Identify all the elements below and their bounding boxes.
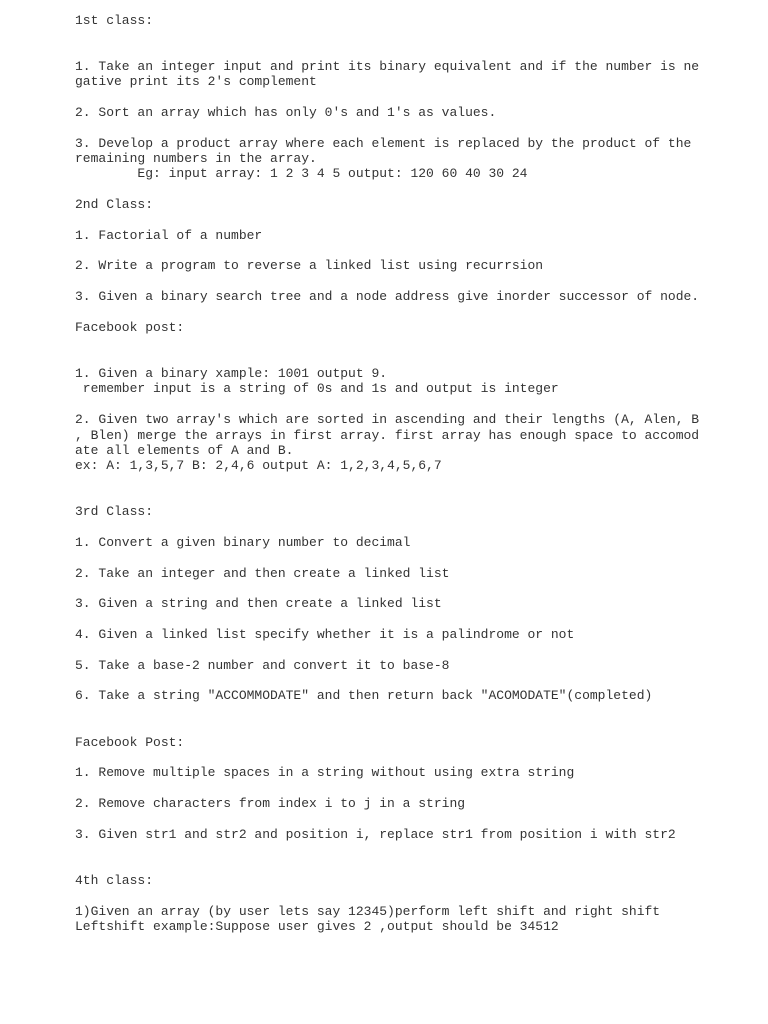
text-line: 1. Remove multiple spaces in a string without using extra string bbox=[75, 765, 575, 780]
text-line: 2. Take an integer and then create a linked list bbox=[75, 566, 450, 581]
text-line: 1. Convert a given binary number to decimal bbox=[75, 535, 411, 550]
heading-2nd-class: 2nd Class: bbox=[75, 197, 154, 212]
text-line: Leftshift example:Suppose user gives 2 ,output should be 34512 bbox=[75, 919, 559, 934]
text-line: , Blen) merge the arrays in first array. first array has enough space to accomod bbox=[75, 428, 700, 443]
text-line: remaining numbers in the array. bbox=[75, 151, 317, 166]
text-line: ate all elements of A and B. bbox=[75, 443, 294, 458]
text-line: 3. Develop a product array where each element is replaced by the product of the bbox=[75, 136, 692, 151]
heading-3rd-class: 3rd Class: bbox=[75, 504, 154, 519]
heading-4th-class: 4th class: bbox=[75, 873, 154, 888]
text-line: 4. Given a linked list specify whether it is a palindrome or not bbox=[75, 627, 575, 642]
text-line: 2. Given two array's which are sorted in ascending and their lengths (A, Alen, B bbox=[75, 412, 700, 427]
heading-facebook-post-2: Facebook Post: bbox=[75, 735, 185, 750]
text-line: ex: A: 1,3,5,7 B: 2,4,6 output A: 1,2,3,4,5,6,7 bbox=[75, 458, 442, 473]
text-line: Eg: input array: 1 2 3 4 5 output: 120 60 40 30 24 bbox=[75, 166, 528, 181]
text-line: 3. Given a string and then create a linked list bbox=[75, 596, 442, 611]
text-line: 6. Take a string "ACCOMMODATE" and then return back "ACOMODATE"(completed) bbox=[75, 688, 653, 703]
text-line: 2. Remove characters from index i to j in a string bbox=[75, 796, 466, 811]
text-line: 1. Given a binary xample: 1001 output 9. bbox=[75, 366, 388, 381]
text-line: 1. Take an integer input and print its binary equivalent and if the number is ne bbox=[75, 59, 700, 74]
text-line: remember input is a string of 0s and 1s and output is integer bbox=[75, 381, 559, 396]
text-line: 1)Given an array (by user lets say 12345)perform left shift and right shift bbox=[75, 904, 661, 919]
heading-1st-class: 1st class: bbox=[75, 13, 154, 28]
text-line: 1. Factorial of a number bbox=[75, 228, 263, 243]
text-line: 3. Given a binary search tree and a node address give inorder successor of node. bbox=[75, 289, 700, 304]
text-line: gative print its 2's complement bbox=[75, 74, 317, 89]
text-line: 2. Write a program to reverse a linked list using recurrsion bbox=[75, 258, 544, 273]
heading-facebook-post-1: Facebook post: bbox=[75, 320, 185, 335]
text-line: 3. Given str1 and str2 and position i, replace str1 from position i with str2 bbox=[75, 827, 676, 842]
text-line: 5. Take a base-2 number and convert it to base-8 bbox=[75, 658, 450, 673]
text-line: 2. Sort an array which has only 0's and 1's as values. bbox=[75, 105, 497, 120]
